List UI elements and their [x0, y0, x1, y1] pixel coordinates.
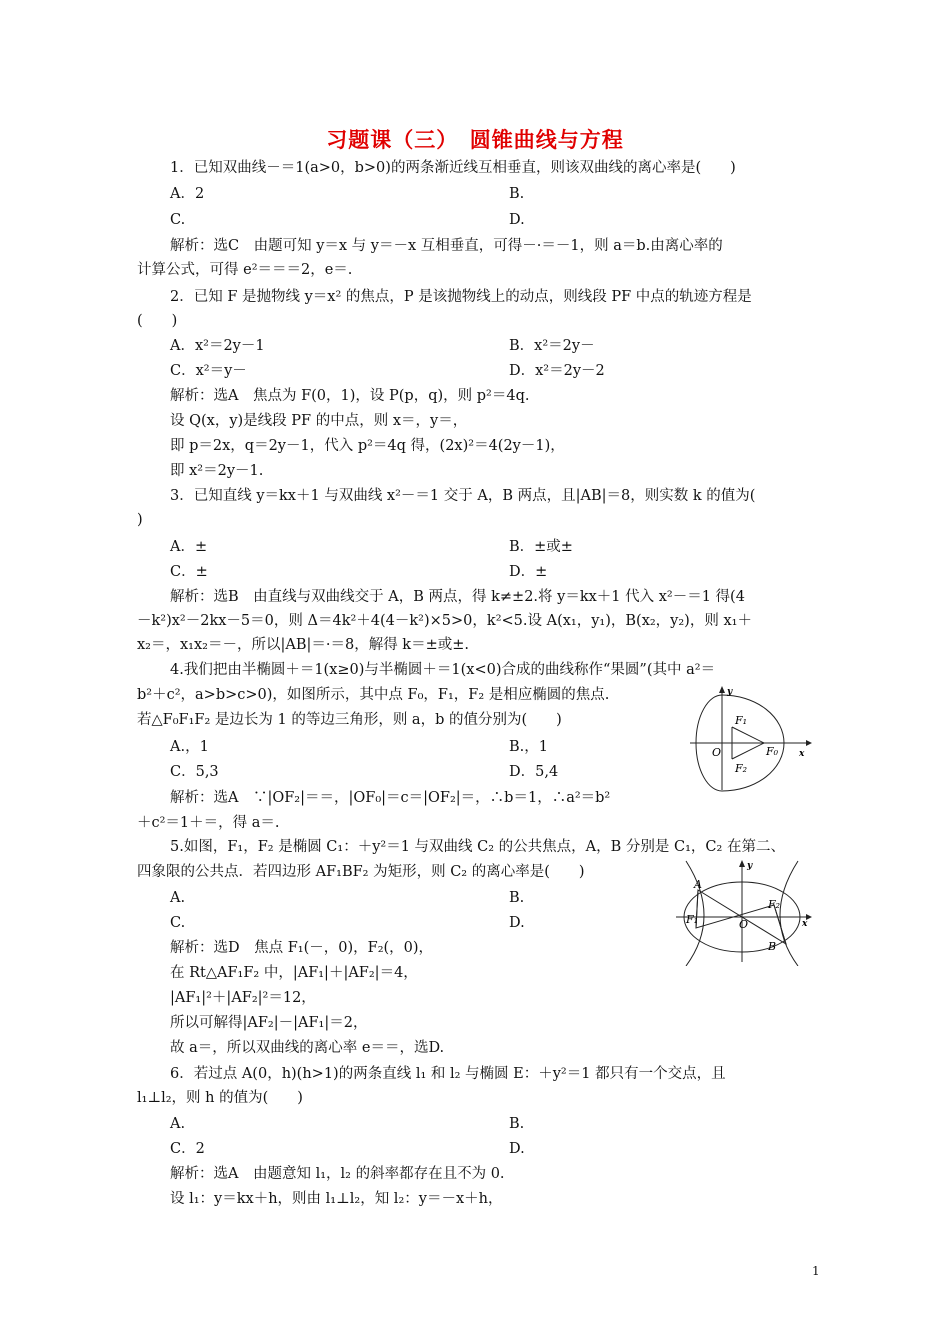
q1-option-d: D.	[509, 212, 525, 228]
q5-stem-cont: 四象限的公共点．若四边形 AF₁BF₂ 为矩形，则 C₂ 的离心率是( )	[137, 864, 585, 880]
q3-solution-1: 解析：选B 由直线与双曲线交于 A，B 两点，得 k≠±2.将 y＝kx＋1 代入 x²－＝1 得(4	[170, 589, 745, 605]
q3-option-c: C．±	[170, 564, 208, 580]
page-number: 1	[812, 1264, 820, 1278]
q2-stem-cont: ( )	[137, 313, 178, 329]
q5-solution-5: 故 a＝，所以双曲线的离心率 e＝＝，选D.	[170, 1040, 445, 1056]
q3-stem: 3．已知直线 y＝kx＋1 与双曲线 x²－＝1 交于 A，B 两点，且|AB|＝8，则实数 k 的值为(	[170, 488, 756, 504]
q1-option-b: B.	[509, 186, 525, 202]
q2-solution-1: 解析：选A 焦点为 F(0，1)，设 P(p，q)，则 p²＝4q.	[170, 388, 530, 404]
q2-option-b: B．x²＝2y－	[509, 338, 595, 354]
q5-option-a: A.	[170, 890, 186, 906]
q4-stem: 4.我们把由半椭圆＋＝1(x≥0)与半椭圆＋＝1(x<0)合成的曲线称作“果圆”(其中 a²＝	[170, 662, 716, 678]
q6-option-b: B.	[509, 1116, 525, 1132]
q6-option-c: C．2	[170, 1141, 205, 1157]
q6-option-d: D.	[509, 1141, 525, 1157]
fig2-label-b: B	[768, 940, 777, 953]
q3-stem-cont: )	[137, 512, 143, 528]
q2-solution-2: 设 Q(x，y)是线段 PF 的中点，则 x＝，y＝，	[170, 413, 468, 429]
q4-stem-cont-2: 若△F₀F₁F₂ 是边长为 1 的等边三角形，则 a，b 的值分别为( )	[137, 712, 562, 728]
q5-option-b: B.	[509, 890, 525, 906]
q5-solution-2: 在 Rt△AF₁F₂ 中，|AF₁|＋|AF₂|＝4，	[170, 965, 418, 981]
q1-option-c: C.	[170, 212, 186, 228]
fig2-label-f1: F₁	[686, 913, 699, 926]
fig2-label-f2: F₂	[768, 898, 781, 911]
fig1-label-f0: F₀	[766, 745, 779, 758]
fig1-label-f1: F₁	[735, 714, 748, 727]
q2-option-d: D．x²＝2y－2	[509, 363, 605, 379]
q4-stem-cont-1: b²＋c²，a>b>c>0)，如图所示，其中点 F₀，F₁，F₂ 是相应椭圆的焦点.	[137, 687, 610, 703]
q1-stem: 1．已知双曲线－＝1(a>0，b>0)的两条渐近线互相垂直，则该双曲线的离心率是( )	[170, 160, 736, 176]
q2-option-c: C．x²＝y－	[170, 363, 247, 379]
q4-solution-2: ＋c²＝1＋＝，得 a＝.	[137, 815, 280, 831]
figure-fruit-ellipse	[684, 684, 812, 796]
q6-stem-cont: l₁⊥l₂，则 h 的值为( )	[137, 1090, 303, 1106]
fig2-label-a: A	[694, 878, 702, 891]
figure-ellipse-hyperbola	[672, 858, 816, 966]
q3-option-b: B．±或±	[509, 539, 573, 555]
q3-solution-3: x₂＝，x₁x₂＝－，所以|AB|＝·＝8，解得 k＝±或±.	[137, 637, 470, 653]
fig1-label-f2: F₂	[735, 762, 748, 775]
q5-solution-3: |AF₁|²＋|AF₂|²＝12，	[170, 990, 316, 1006]
fig2-label-y: y	[747, 861, 753, 871]
q3-option-a: A．±	[170, 539, 208, 555]
q2-stem: 2．已知 F 是抛物线 y＝x² 的焦点，P 是该抛物线上的动点，则线段 PF 中点的轨迹方程是	[170, 289, 752, 305]
q6-solution-1: 解析：选A 由题意知 l₁，l₂ 的斜率都存在且不为 0.	[170, 1166, 505, 1182]
fig1-label-x: x	[799, 749, 805, 759]
fig1-label-o: O	[712, 746, 722, 759]
fig2-label-x: x	[802, 919, 808, 929]
q1-option-a: A．2	[170, 186, 205, 202]
q5-option-c: C.	[170, 915, 186, 931]
q3-solution-2: －k²)x²－2kx－5＝0，则 Δ＝4k²＋4(4－k²)×5>0，k²<5.设 A(x₁，y₁)，B(x₂，y₂)，则 x₁＋	[137, 613, 752, 629]
q5-stem: 5.如图，F₁，F₂ 是椭圆 C₁：＋y²＝1 与双曲线 C₂ 的公共焦点，A，B 分别是 C₁，C₂ 在第二、	[170, 839, 785, 855]
page-title: 习题课（三） 圆锥曲线与方程	[326, 128, 624, 152]
q4-solution-1: 解析：选A ∵|OF₂|＝＝，|OF₀|＝c＝|OF₂|＝，∴b＝1，∴a²＝b²	[170, 790, 611, 806]
q1-solution-1: 解析：选C 由题可知 y＝x 与 y＝－x 互相垂直，可得－·＝－1，则 a＝b.由离心率的	[170, 238, 723, 254]
q5-solution-4: 所以可解得|AF₂|－|AF₁|＝2，	[170, 1015, 368, 1031]
q6-option-a: A.	[170, 1116, 186, 1132]
q3-option-d: D．±	[509, 564, 548, 580]
q2-solution-4: 即 x²＝2y－1.	[170, 463, 264, 479]
q5-solution-1: 解析：选D 焦点 F₁(－，0)，F₂(，0)，	[170, 940, 434, 956]
q2-solution-3: 即 p＝2x，q＝2y－1，代入 p²＝4q 得，(2x)²＝4(2y－1)，	[170, 438, 565, 454]
fig2-label-o: O	[739, 918, 749, 931]
q4-option-a: A.，1	[170, 739, 209, 755]
q4-option-d: D．5,4	[509, 764, 559, 780]
q2-option-a: A．x²＝2y－1	[170, 338, 265, 354]
q4-option-c: C．5,3	[170, 764, 219, 780]
q4-option-b: B.，1	[509, 739, 548, 755]
q5-option-d: D.	[509, 915, 525, 931]
q1-solution-2: 计算公式，可得 e²＝＝＝2，e＝.	[137, 262, 353, 278]
fig1-label-y: y	[727, 687, 733, 697]
q6-stem: 6．若过点 A(0，h)(h>1)的两条直线 l₁ 和 l₂ 与椭圆 E：＋y²＝1 都只有一个交点，且	[170, 1066, 726, 1082]
q6-solution-2: 设 l₁：y＝kx＋h，则由 l₁⊥l₂，知 l₂：y＝－x＋h，	[170, 1191, 503, 1207]
